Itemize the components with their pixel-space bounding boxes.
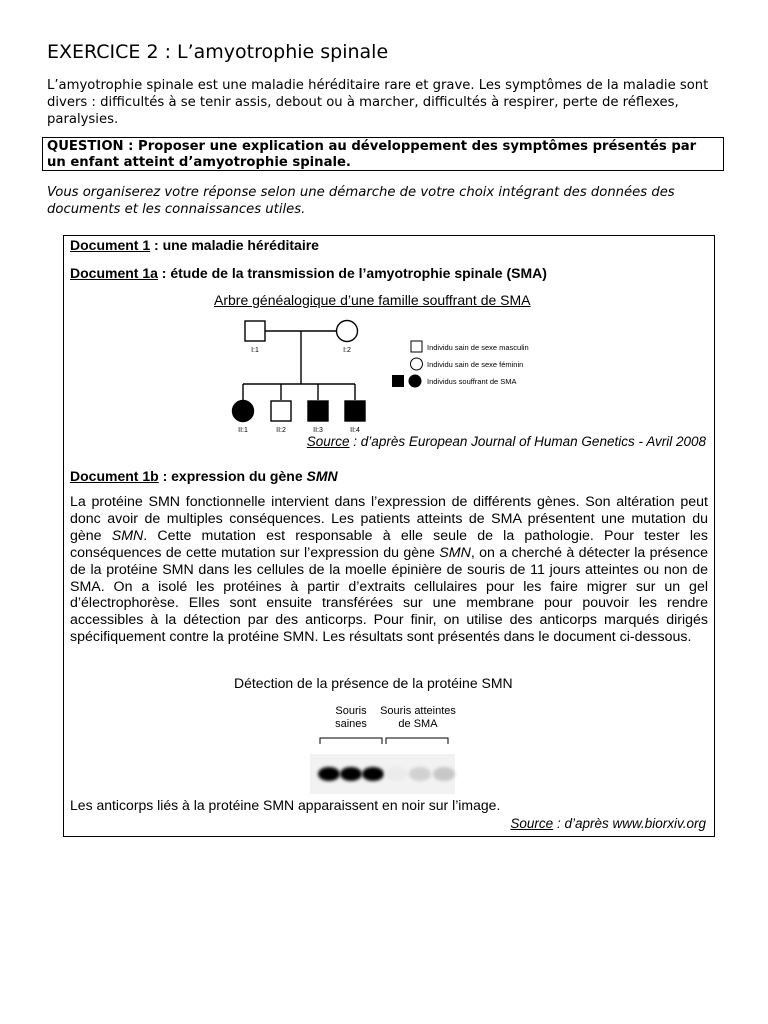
doc1b-heading bbox=[70, 468, 338, 484]
blot-title: Détection de la présence de la protéine SMN bbox=[234, 675, 513, 691]
gene-name: SMN bbox=[111, 527, 144, 544]
individual-II2-symbol bbox=[271, 401, 291, 421]
individual-II2-label: II:2 bbox=[276, 427, 286, 434]
pedigree-chart bbox=[64, 314, 714, 454]
doc1b-source-text: : d’après www.biorxiv.org bbox=[553, 816, 706, 831]
doc1b-source bbox=[510, 816, 706, 831]
exercise-title: EXERCICE 2 : L’amyotrophie spinale bbox=[47, 41, 389, 63]
doc1b-title-gene: SMN bbox=[306, 468, 338, 484]
doc1a-heading bbox=[70, 265, 547, 281]
doc1a-source-text: : d’après European Journal of Human Genetics - Avril 2008 bbox=[349, 434, 706, 449]
legend-affected-male-symbol bbox=[392, 375, 404, 387]
doc1b-label: Document 1b bbox=[70, 468, 159, 484]
doc1-title: : une maladie héréditaire bbox=[150, 237, 319, 253]
individual-I2-symbol bbox=[337, 321, 358, 342]
question-box: QUESTION : Proposer une explication au développement des symptômes présentés par un enfant atteint d’amyotrophie spinale. bbox=[42, 137, 724, 171]
individual-I1-symbol bbox=[245, 321, 265, 341]
document-panel bbox=[63, 235, 715, 837]
blot-band bbox=[340, 767, 362, 781]
bracket-healthy bbox=[320, 738, 382, 744]
doc1b-body-part: , on a cherché à détecter la présence de la protéine SMN dans les cellules de la moelle épinière de souris de 11 jours atteintes ou non de SMA. On a isolé les protéines à partir d’extraits cellulaires pour les faire migrer sur un gel d’électrophorèse. Elles sont ensuite transférées sur une membrane pour pouvoir les rendre accessibles à la détection par des anticorps. Pour finir, on utilise des anticorps marqués dirigés spécifiquement contre la protéine SMN. Les résultats sont présentés dans le document ci-dessous. bbox=[70, 544, 708, 646]
blot-group-healthy-label: Souris saines bbox=[335, 705, 367, 730]
blot-caption: Les anticorps liés à la protéine SMN apparaissent en noir sur l’image. bbox=[70, 797, 501, 813]
blot-band bbox=[362, 767, 384, 781]
blot-band bbox=[433, 767, 455, 781]
legend-healthy-male-label: Individu sain de sexe masculin bbox=[427, 343, 529, 352]
doc1a-source bbox=[307, 434, 706, 449]
blot-band bbox=[385, 767, 407, 781]
doc1b-body-part: La protéine SMN fonctionnelle intervient dans l’expression de différents gènes. Son altération peut donc avoir de multiples conséquences. Les patients atteints de SMA présentent une mutation du gène bbox=[70, 494, 708, 544]
legend-healthy-male-symbol bbox=[411, 341, 422, 352]
legend-affected-label: Individus souffrant de SMA bbox=[427, 377, 517, 386]
doc1a-label: Document 1a bbox=[70, 265, 158, 281]
bracket-sma bbox=[386, 738, 448, 744]
individual-II3-label: II:3 bbox=[313, 427, 323, 434]
intro-paragraph: L’amyotrophie spinale est une maladie héréditaire rare et grave. Les symptômes de la maladie sont divers : difficultés à se tenir assis, debout ou à marcher, difficultés à respirer, perte de réflexes, paralysies. bbox=[47, 78, 709, 127]
doc1-heading bbox=[70, 237, 319, 253]
individual-II1-label: II:1 bbox=[238, 427, 248, 434]
blot-band bbox=[318, 767, 340, 781]
doc1b-title: : expression du gène bbox=[158, 468, 307, 484]
doc1-label: Document 1 bbox=[70, 237, 151, 253]
doc1b-source-label: Source bbox=[510, 816, 554, 831]
blot-band bbox=[409, 767, 431, 781]
individual-II4-symbol bbox=[345, 401, 365, 421]
gene-name: SMN bbox=[439, 544, 471, 561]
doc1b-body bbox=[70, 494, 708, 646]
individual-II3-symbol bbox=[308, 401, 328, 421]
individual-II1-symbol bbox=[233, 401, 254, 422]
legend-affected-female-symbol bbox=[409, 375, 422, 388]
individual-I1-label: I:1 bbox=[251, 347, 259, 354]
instructions-paragraph: Vous organiserez votre réponse selon une démarche de votre choix intégrant des données des documents et les connaissances utiles. bbox=[47, 185, 675, 217]
pedigree-title: Arbre généalogique d’une famille souffrant de SMA bbox=[214, 292, 531, 308]
doc1a-source-label: Source bbox=[306, 434, 350, 449]
western-blot bbox=[64, 734, 714, 804]
doc1b-body-part: . Cette mutation est responsable à elle seule de la pathologie. Pour tester les conséquences de cette mutation sur l’expression du gène bbox=[70, 527, 708, 561]
individual-I2-label: I:2 bbox=[343, 347, 351, 354]
legend-healthy-female-symbol bbox=[411, 358, 423, 370]
blot-group-sma-label: Souris atteintes de SMA bbox=[380, 705, 456, 730]
legend-healthy-female-label: Individu sain de sexe féminin bbox=[427, 360, 524, 369]
individual-II4-label: II:4 bbox=[350, 427, 360, 434]
doc1a-title: : étude de la transmission de l’amyotrophie spinale (SMA) bbox=[157, 265, 547, 281]
